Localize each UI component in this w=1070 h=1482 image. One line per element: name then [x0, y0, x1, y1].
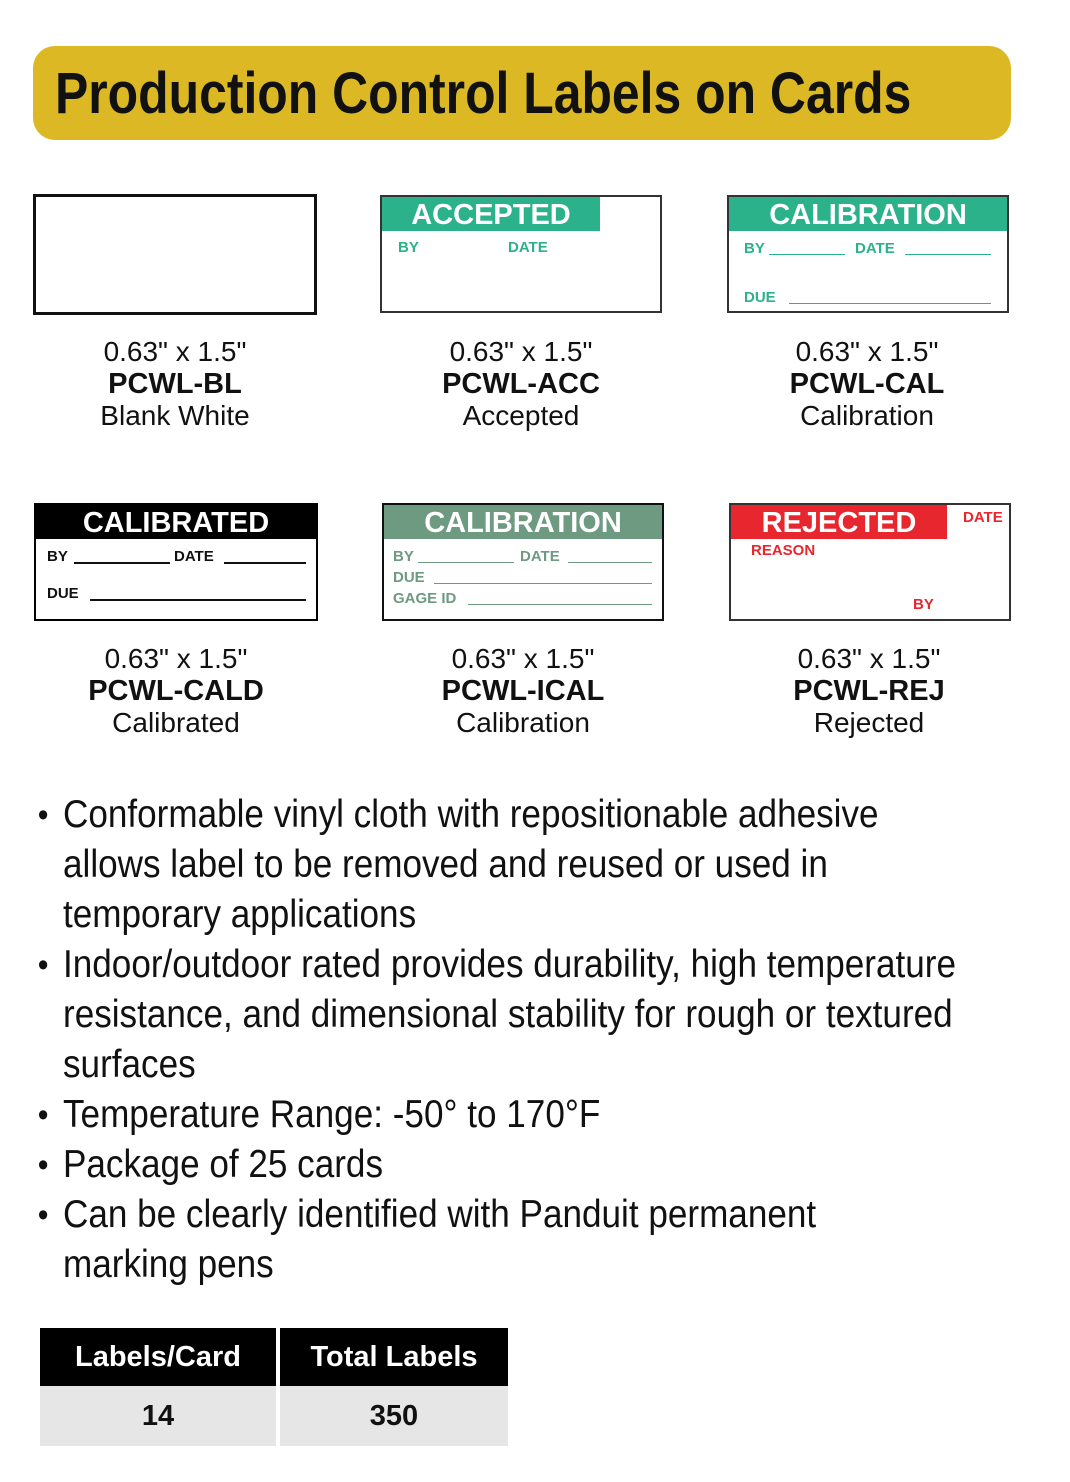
- bullet-icon: •: [37, 1196, 49, 1234]
- bullet-icon: •: [37, 1146, 49, 1184]
- spec-table: [36, 1328, 512, 1446]
- label-description: Accepted: [462, 400, 580, 431]
- label-description: Rejected: [813, 707, 925, 738]
- label-size: 0.63" x 1.5": [795, 336, 939, 367]
- label-header-calibration: CALIBRATION: [729, 197, 1007, 231]
- label-line: [418, 562, 514, 563]
- label-line: [789, 303, 991, 304]
- label-size: 0.63" x 1.5": [103, 336, 247, 367]
- label-code: PCWL-ICAL: [441, 675, 605, 707]
- label-code: PCWL-BL: [108, 368, 242, 400]
- label-field-by: BY: [744, 240, 765, 257]
- page-title: Production Control Labels on Cards: [55, 60, 912, 126]
- label-line: [905, 254, 991, 255]
- label-header-calibrated: CALIBRATED: [36, 505, 316, 539]
- label-field-due: DUE: [47, 585, 79, 602]
- label-sample-accepted: [380, 195, 662, 313]
- label-header-accepted: ACCEPTED: [382, 197, 600, 231]
- bullet-icon: •: [37, 1096, 49, 1134]
- feature-item: [36, 1190, 837, 1290]
- label-line: [74, 562, 170, 564]
- label-field-date: DATE: [174, 548, 214, 565]
- label-code: PCWL-CAL: [789, 368, 945, 400]
- label-size: 0.63" x 1.5": [104, 643, 248, 674]
- label-line: [568, 562, 652, 563]
- bullet-icon: •: [37, 946, 49, 984]
- feature-text: Can be clearly identified with Panduit permanent marking pens: [63, 1193, 817, 1286]
- feature-list: [36, 790, 1026, 1290]
- label-field-due: DUE: [744, 289, 776, 306]
- label-description: Blank White: [100, 400, 250, 431]
- column-header-labels-per-card: Labels/Card: [40, 1328, 276, 1386]
- label-size: 0.63" x 1.5": [449, 336, 593, 367]
- label-line: [769, 254, 845, 255]
- feature-item: [36, 790, 900, 940]
- label-code: PCWL-ACC: [442, 368, 600, 400]
- label-field-by: BY: [47, 548, 68, 565]
- label-description: Calibrated: [112, 707, 240, 738]
- label-sample-calibration: [727, 195, 1009, 313]
- label-header-inspection-calibration: CALIBRATION: [384, 505, 662, 539]
- label-caption-blank: [15, 336, 335, 432]
- feature-text: Package of 25 cards: [63, 1143, 384, 1186]
- label-header-rejected: REJECTED: [731, 505, 947, 539]
- label-field-by: BY: [398, 239, 419, 256]
- feature-text: Temperature Range: -50° to 170°F: [63, 1093, 601, 1136]
- feature-text: Conformable vinyl cloth with repositionable adhesive allows label to be removed and reused or used in temporary applications: [63, 793, 879, 936]
- title-banner: [33, 46, 1011, 140]
- table-header-row: [40, 1328, 508, 1386]
- label-line: [434, 583, 652, 584]
- label-field-date: DATE: [520, 548, 560, 565]
- label-field-gage-id: GAGE ID: [393, 590, 457, 607]
- feature-text: Indoor/outdoor rated provides durability, high temperature resistance, and dimensional stability for rough or textured surfaces: [63, 943, 956, 1086]
- label-description: Calibration: [456, 707, 590, 738]
- label-size: 0.63" x 1.5": [451, 643, 595, 674]
- column-header-total-labels: Total Labels: [280, 1328, 508, 1386]
- feature-item: [36, 940, 972, 1090]
- label-size: 0.63" x 1.5": [797, 643, 941, 674]
- cell-total-labels: 350: [280, 1386, 508, 1446]
- label-sample-blank: [33, 194, 317, 315]
- label-field-date: DATE: [508, 239, 548, 256]
- label-code: PCWL-CALD: [88, 675, 264, 707]
- label-caption-inspection-calibration: [363, 643, 683, 739]
- label-caption-calibration: [707, 336, 1027, 432]
- label-description: Calibration: [800, 400, 934, 431]
- feature-item: [36, 1140, 972, 1190]
- label-caption-rejected: [709, 643, 1029, 739]
- label-line: [90, 599, 306, 601]
- cell-labels-per-card: 14: [40, 1386, 276, 1446]
- feature-item: [36, 1090, 972, 1140]
- table-row: [40, 1386, 508, 1446]
- label-field-date: DATE: [855, 240, 895, 257]
- label-code: PCWL-REJ: [793, 675, 945, 707]
- label-caption-calibrated: [16, 643, 336, 739]
- label-field-by: BY: [913, 596, 934, 613]
- label-sample-calibrated: [34, 503, 318, 621]
- label-line: [224, 562, 306, 564]
- bullet-icon: •: [37, 796, 49, 834]
- label-field-due: DUE: [393, 569, 425, 586]
- label-field-by: BY: [393, 548, 414, 565]
- label-field-reason: REASON: [751, 542, 816, 559]
- label-caption-accepted: [361, 336, 681, 432]
- label-sample-rejected: [729, 503, 1011, 621]
- label-line: [468, 604, 652, 605]
- label-field-date: DATE: [963, 509, 1003, 526]
- label-sample-inspection-calibration: [382, 503, 664, 621]
